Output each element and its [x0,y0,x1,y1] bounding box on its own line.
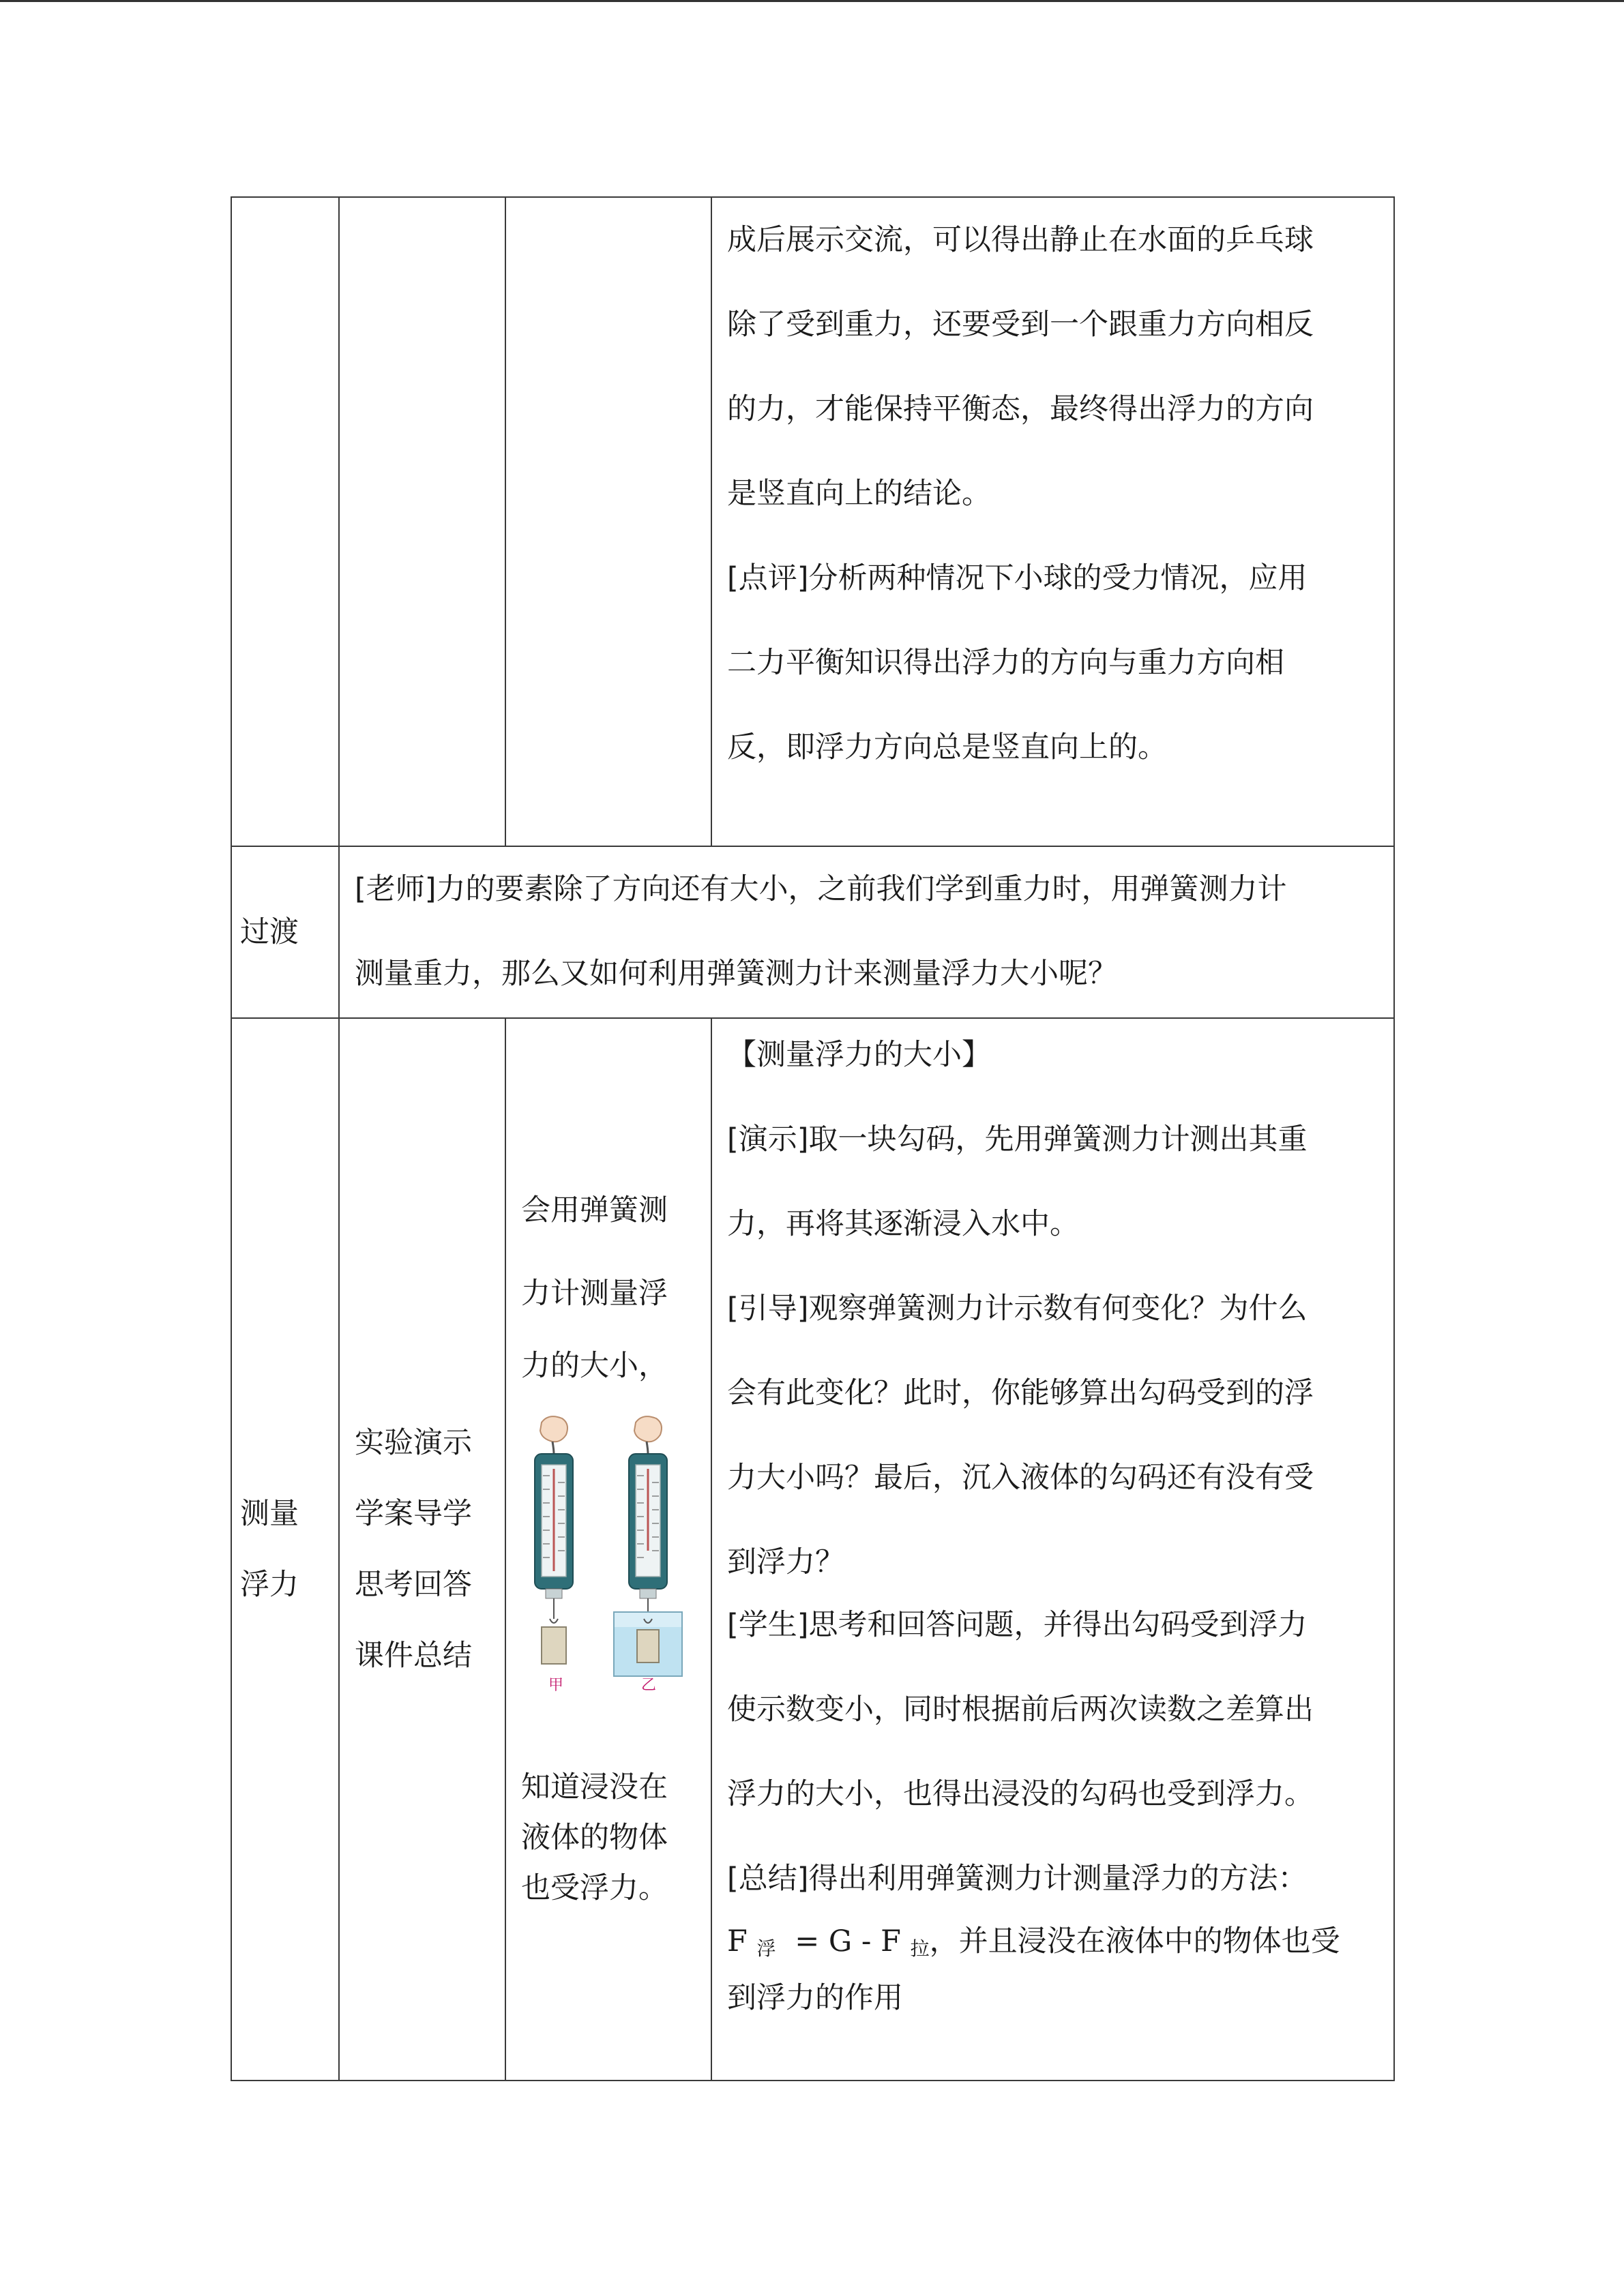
lesson-table [231,196,1395,2081]
stage-label-line: 浮力 [240,1568,299,1602]
transition-content-cell [339,846,1394,1018]
empty-cell [339,197,505,846]
stage-label [231,1018,339,2081]
figure-label: 乙 [641,1676,657,1693]
content-line: 是竖直向上的结论。 [727,477,991,511]
method-cell [339,1018,505,2081]
content-line: 的力，才能保持平衡态，最终得出浮力的方向 [727,392,1314,426]
stage-label [231,846,339,1018]
content-line: [学生]思考和回答问题，并得出勾码受到浮力 [727,1608,1308,1642]
content-line: 使示数变小，同时根据前后两次读数之差算出 [727,1693,1314,1727]
goal-line: 力计测量浮 [521,1277,668,1311]
stage-label-text: 过渡 [240,915,299,949]
content-line: [引导]观察弹簧测力计示数有何变化？为什么 [727,1292,1308,1326]
formula-mid: = G - F [795,1924,901,1958]
goal-cell [505,1018,711,2081]
method-item: 课件总结 [355,1639,472,1673]
content-line: 除了受到重力，还要受到一个跟重力方向相反 [727,308,1314,342]
content-line: [老师]力的要素除了方向还有大小，之前我们学到重力时，用弹簧测力计 [355,872,1287,906]
content-line: [点评]分析两种情况下小球的受力情况，应用 [727,561,1308,595]
table-row-transition [231,846,1394,1018]
page-top-border [0,0,1624,2]
content-line: 力大小吗？最后，沉入液体的勾码还有没有受 [727,1461,1314,1495]
figure-label: 甲 [548,1676,564,1693]
spring-scale-b [614,1416,682,1693]
content-line: 会有此变化？此时，你能够算出勾码受到的浮 [727,1376,1314,1410]
content-line: 到浮力？ [727,1545,844,1579]
formula-f: F [727,1924,748,1958]
method-item: 学案导学 [355,1497,472,1531]
formula-tail: ，并且浸没在液体中的物体也受 [929,1924,1340,1958]
content-cell [711,1018,1394,2081]
content-line: 成后展示交流，可以得出静止在水面的乒乓球 [727,223,1314,257]
content-line: [演示]取一块勾码，先用弹簧测力计测出其重 [727,1122,1308,1157]
goal-line: 知道浸没在 [521,1770,668,1804]
content-line: [总结]得出利用弹簧测力计测量浮力的方法： [727,1862,1308,1896]
table-row-continuation [231,197,1394,846]
content-line: 二力平衡知识得出浮力的方向与重力方向相 [727,646,1284,680]
goal-line: 力的大小， [521,1349,668,1383]
empty-cell [505,197,711,846]
content-line: 浮力的大小，也得出浸没的勾码也受到浮力。 [727,1777,1314,1811]
empty-cell [231,197,339,846]
content-line: 力，再将其逐渐浸入水中。 [727,1207,1079,1241]
goal-line: 液体的物体 [521,1821,668,1855]
content-line: 到浮力的作用 [727,1981,903,2015]
formula-line [712,1920,1393,1970]
method-item: 思考回答 [355,1568,472,1602]
stage-label-line: 测量 [240,1497,299,1531]
table-row-measure-buoyancy [231,1018,1394,2081]
formula-sub-buoyancy: 浮 [756,1937,776,1960]
content-line: 测量重力，那么又如何利用弹簧测力计来测量浮力大小呢？ [355,957,1117,991]
content-cell [711,197,1394,846]
spring-scale-a [535,1416,573,1693]
spring-scale-figure [521,1414,685,1701]
method-item: 实验演示 [355,1426,472,1460]
content-heading: 【测量浮力的大小】 [727,1038,991,1072]
goal-line: 也受浮力。 [521,1871,668,1905]
content-line: 反，即浮力方向总是竖直向上的。 [727,730,1167,764]
goal-line: 会用弹簧测 [521,1193,668,1227]
formula-sub-pull: 拉 [910,1937,930,1960]
